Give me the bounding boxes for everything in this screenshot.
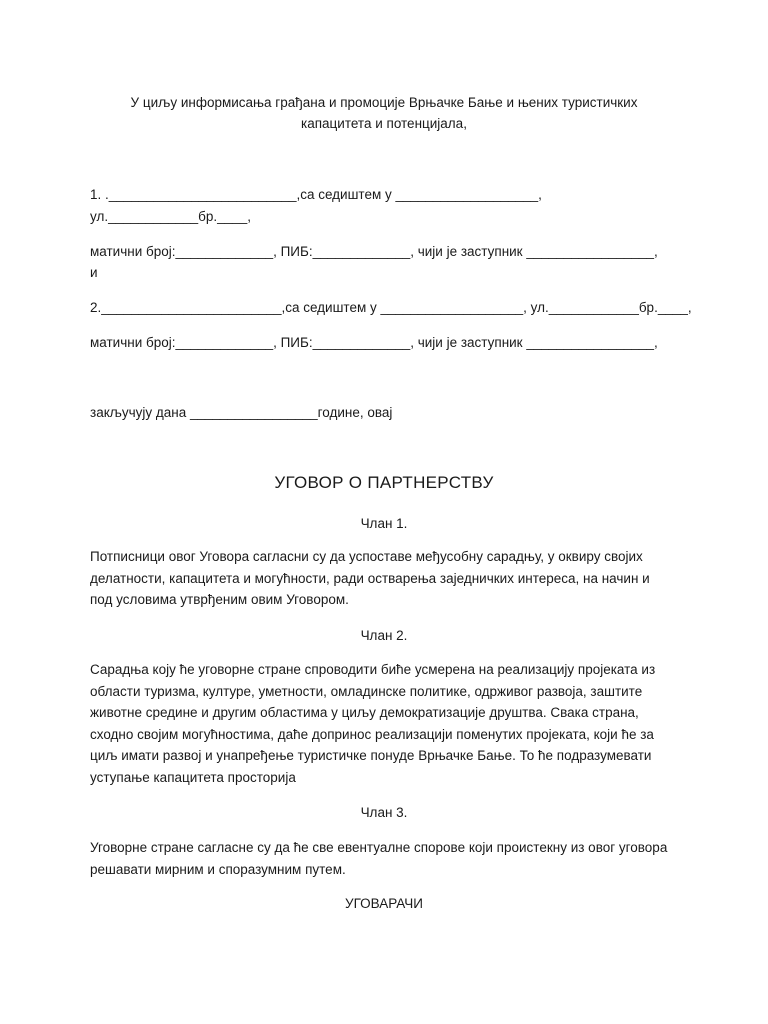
intro-heading (0, 94, 768, 133)
intro-line-1: У циљу информисања грађана и промоције Врњачке Бање и њених туристичких (130, 95, 638, 110)
article-1-heading: Члан 1. (360, 516, 408, 531)
signatories-heading: УГОВАРАЧИ (345, 896, 423, 911)
conclusion-date-line: закључују дана _________________године, овај (90, 405, 393, 420)
article-1-text: Потписници овог Уговора сагласни су да успоставе међусобну сарадњу, у оквиру својих делатности, капацитета и могућности, ради остварења заједничких интереса, на начин и под условима утврђеним овим Уговором. (90, 549, 650, 607)
article-3-heading: Члан 3. (360, 805, 408, 820)
article-3-text: Уговорне стране сагласне су да ће све евентуалне спорове који проистекну из овог уговора решавати мирним и споразумним путем. (90, 840, 668, 877)
article-2-heading: Члан 2. (360, 628, 408, 643)
party-2-line: 2.________________________,са седиштем у ___________________, ул.____________бр.____, (90, 300, 692, 315)
party-2-ids-line: матични број:_____________, ПИБ:_____________, чији је заступник _________________, (90, 335, 658, 350)
party-1-street-line: ул.____________бр.____, (90, 209, 251, 224)
party-1-line: 1. ._________________________,са седиштем у ___________________, (90, 187, 542, 202)
article-2-text: Сарадња коју ће уговорне стране спроводити биће усмерена на реализацију пројеката из области туризма, културе, уметности, омладинске политике, одрживог развоја, заштите животне средине и другим областима у циљу демократизације друштва. Свака страна, сходно својим могућностима, даће допринос реализацији поменутих пројеката, који ће за циљ имати развој и унапређење туристичке понуде Врњачке Бање. То ће подразумевати уступање капацитета просторија (90, 662, 656, 785)
conjunction-and: и (90, 265, 98, 280)
document-title: УГОВОР О ПАРТНЕРСТВУ (274, 473, 494, 492)
party-1-ids-line: матични број:_____________, ПИБ:_____________, чији је заступник _________________, (90, 244, 658, 259)
intro-line-2: капацитета и потенцијала, (301, 116, 467, 131)
